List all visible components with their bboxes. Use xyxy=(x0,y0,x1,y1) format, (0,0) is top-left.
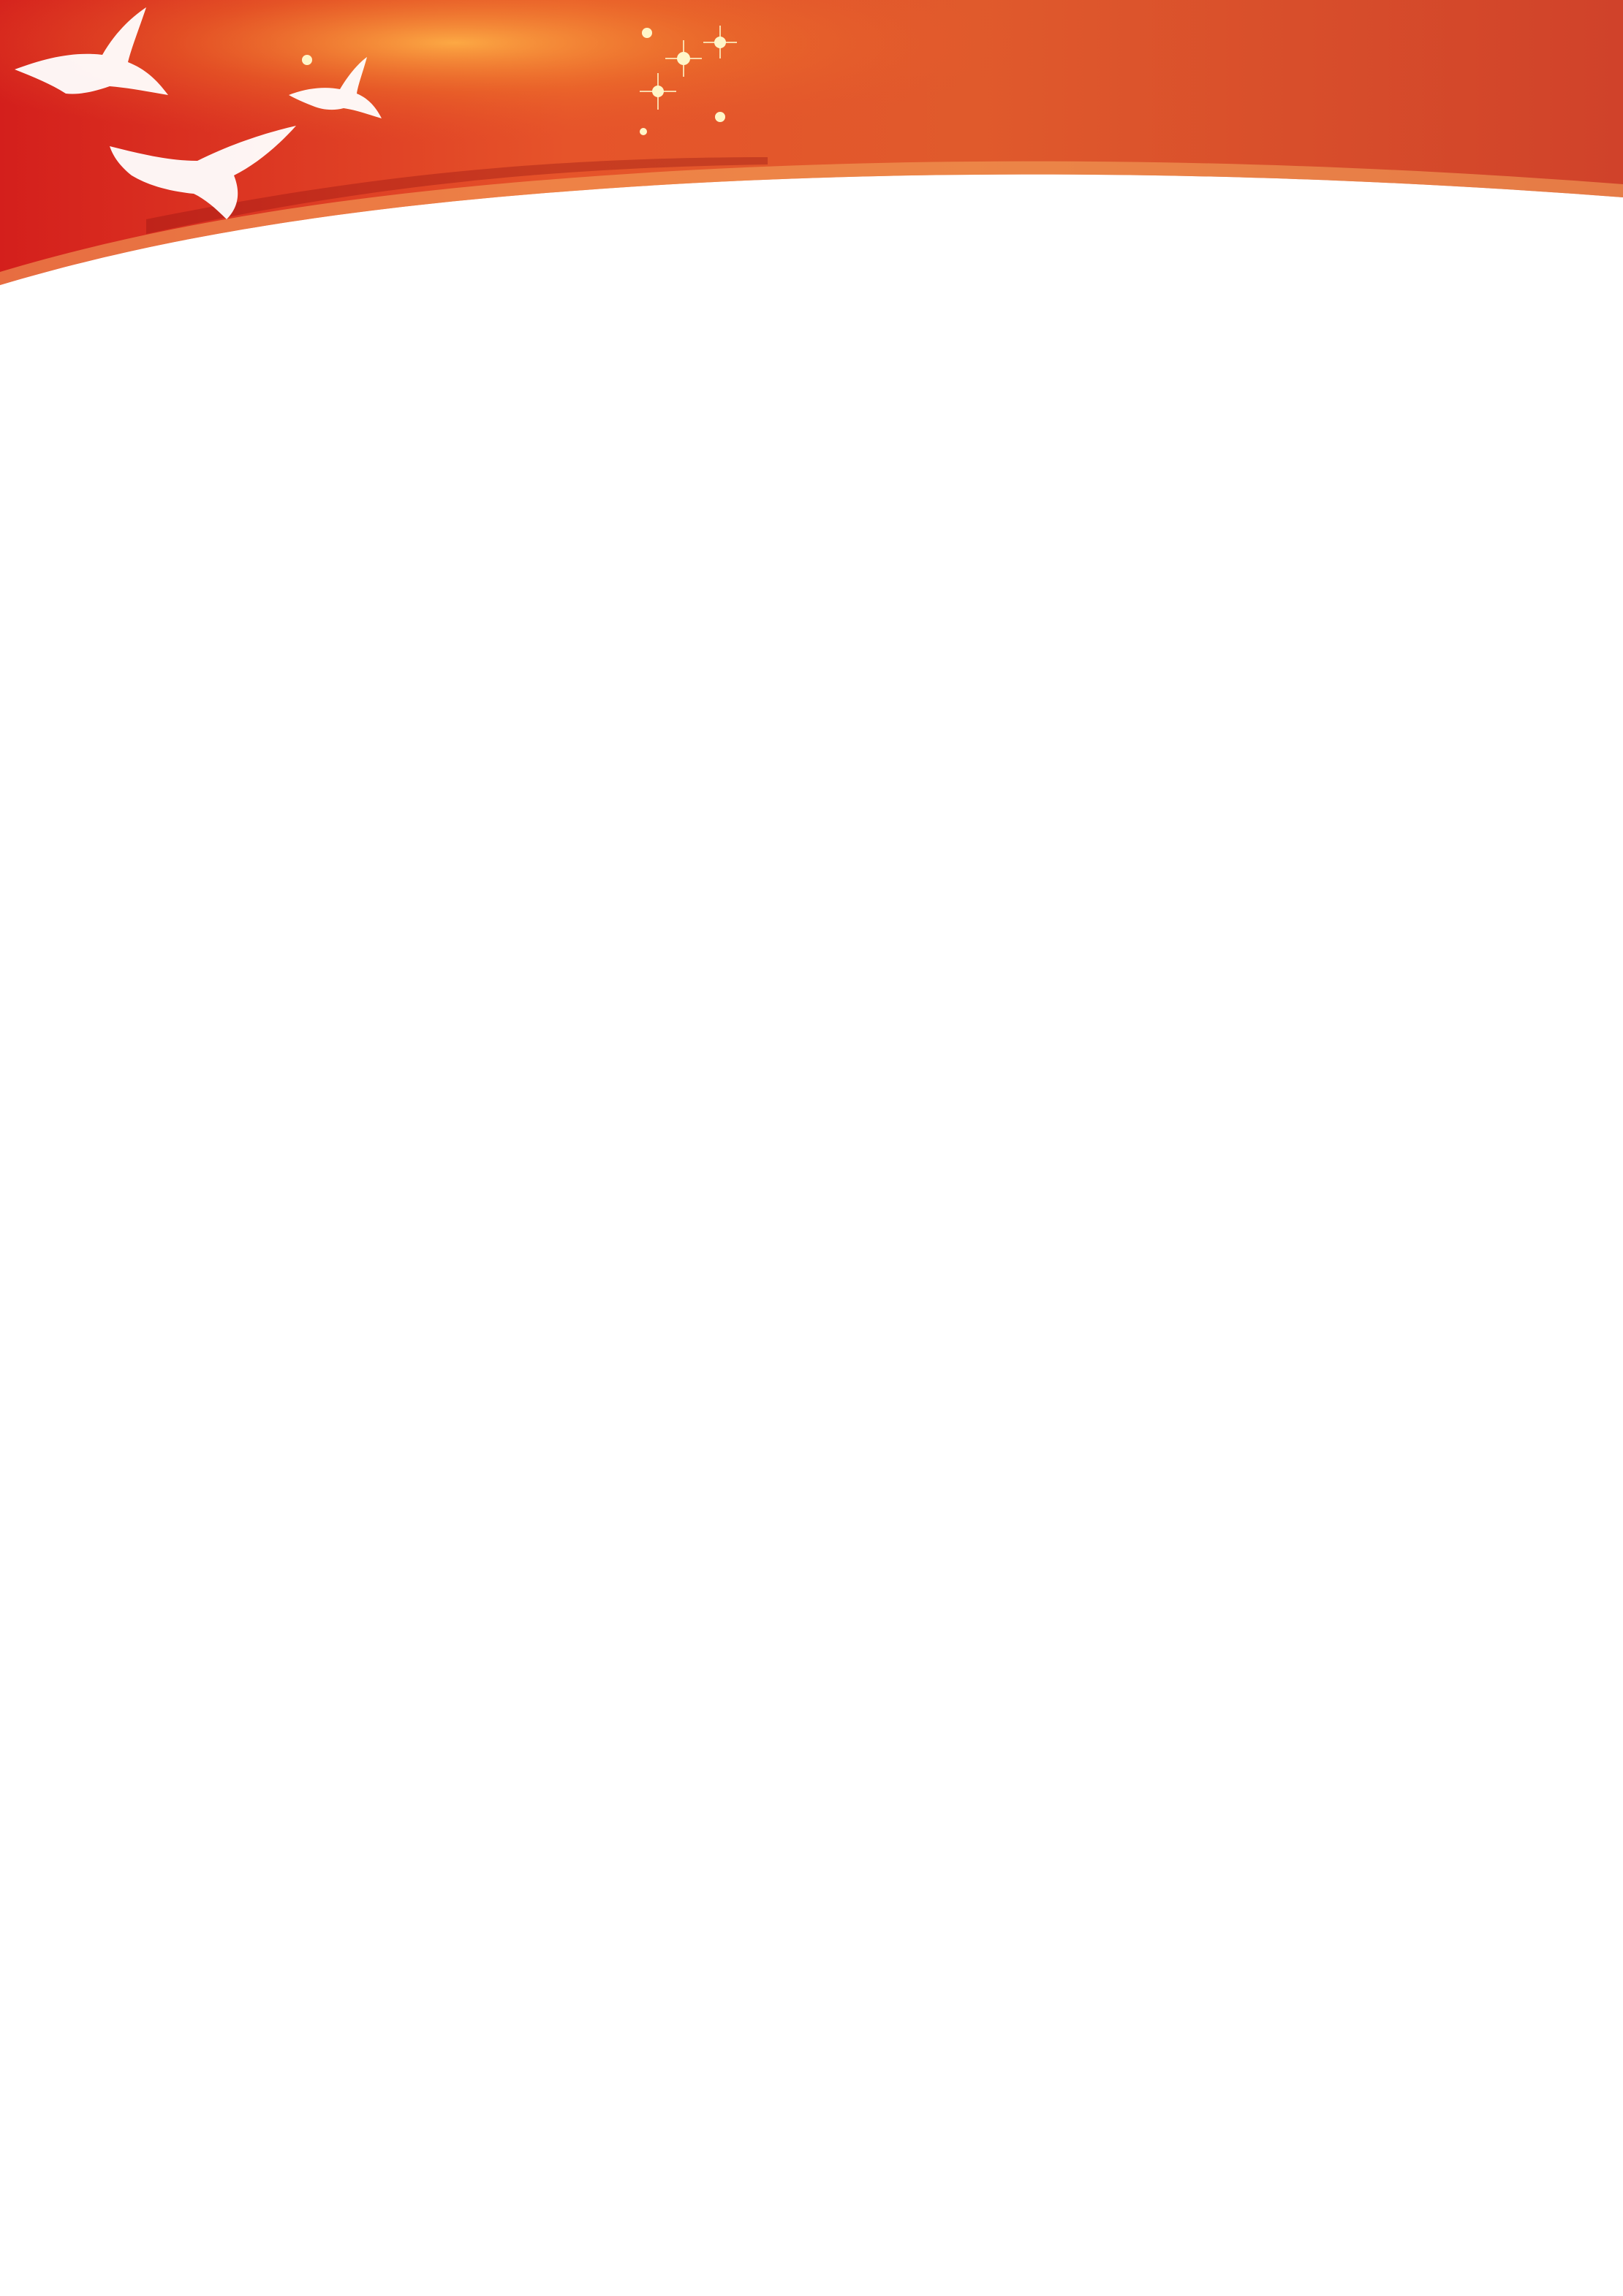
mongolian-text-body xyxy=(219,234,1374,2047)
